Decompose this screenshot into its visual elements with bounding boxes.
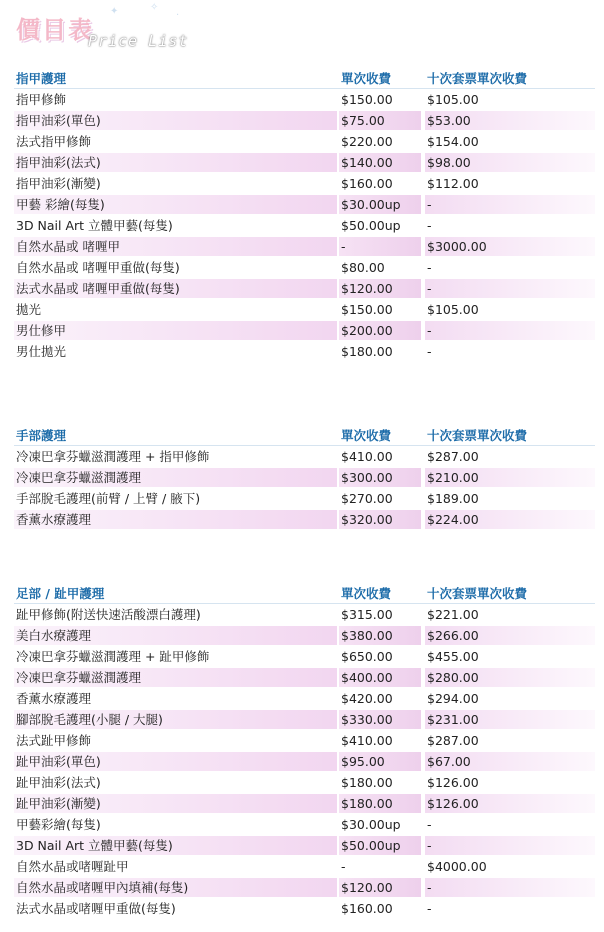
package-price: $231.00 [427,712,479,727]
single-price-header: 單次收費 [341,71,392,86]
single-price: $160.00 [341,901,393,916]
single-price: $400.00 [341,670,393,685]
price-row [0,667,604,688]
price-row [0,446,604,467]
price-row [0,257,604,278]
price-row [0,688,604,709]
service-name: 3D Nail Art 立體甲藝(每隻) [16,218,173,233]
page-header [0,0,604,60]
package-price: $210.00 [427,470,479,485]
sparkle-icon: · [176,10,180,21]
package-price: $105.00 [427,302,479,317]
section-title: 足部 / 趾甲護理 [16,586,105,601]
service-name: 香薰水療護理 [16,691,92,706]
service-name: 法式水晶或啫喱甲重做(每隻) [16,901,176,916]
package-price: - [427,880,432,895]
service-name: 指甲油彩(單色) [16,113,101,128]
single-price: $50.00up [341,218,401,233]
package-price: $294.00 [427,691,479,706]
single-price: $270.00 [341,491,393,506]
single-price: - [341,859,346,874]
package-price: - [427,323,432,338]
package-price: - [427,817,432,832]
logo-title-chinese: 價目表 [16,15,94,44]
package-price-header: 十次套票單次收費 [427,71,528,86]
section-header-row [0,583,604,604]
package-price: $189.00 [427,491,479,506]
service-name: 冷凍巴拿芬蠟滋潤護理 [16,670,142,685]
package-price: - [427,344,432,359]
service-name: 甲藝彩繪(每隻) [16,817,101,832]
single-price: $120.00 [341,880,393,895]
package-price-header: 十次套票單次收費 [427,586,528,601]
row-highlight [339,237,421,256]
section-foot-care [0,583,604,919]
price-row [0,341,604,362]
single-price: $300.00 [341,470,393,485]
price-row [0,793,604,814]
package-price: $154.00 [427,134,479,149]
package-price: $126.00 [427,775,479,790]
single-price: $30.00up [341,817,401,832]
package-price: - [427,260,432,275]
single-price: - [341,239,346,254]
single-price: $80.00 [341,260,385,275]
single-price: $330.00 [341,712,393,727]
price-row [0,194,604,215]
service-name: 男仕修甲 [16,323,67,338]
service-name: 冷凍巴拿芬蠟滋潤護理 + 趾甲修飾 [16,649,210,664]
single-price: $315.00 [341,607,393,622]
package-price: $455.00 [427,649,479,664]
section-nail-care [0,68,604,362]
single-price: $650.00 [341,649,393,664]
package-price: $3000.00 [427,239,487,254]
sparkle-icon: ✦ [110,6,119,17]
service-name: 法式指甲修飾 [16,134,92,149]
price-row [0,278,604,299]
section-header-row [0,425,604,446]
service-name: 冷凍巴拿芬蠟滋潤護理 + 指甲修飾 [16,449,210,464]
single-price: $50.00up [341,838,401,853]
package-price: $67.00 [427,754,471,769]
single-price: $320.00 [341,512,393,527]
package-price: $98.00 [427,155,471,170]
service-name: 自然水晶或 啫喱甲重做(每隻) [16,260,180,275]
single-price: $95.00 [341,754,385,769]
price-row [0,299,604,320]
price-row [0,877,604,898]
single-price: $160.00 [341,176,393,191]
service-name: 法式水晶或 啫喱甲重做(每隻) [16,281,180,296]
price-row [0,152,604,173]
service-name: 甲藝 彩繪(每隻) [16,197,105,212]
package-price: $4000.00 [427,859,487,874]
package-price: $287.00 [427,449,479,464]
package-price: $224.00 [427,512,479,527]
service-name: 拋光 [16,302,42,317]
single-price: $410.00 [341,733,393,748]
price-row [0,215,604,236]
price-row [0,772,604,793]
price-row [0,467,604,488]
single-price: $200.00 [341,323,393,338]
package-price: - [427,838,432,853]
price-row [0,236,604,257]
price-row [0,898,604,919]
single-price: $180.00 [341,775,393,790]
row-highlight [425,321,595,340]
price-row [0,604,604,625]
service-name: 趾甲修飾(附送快速活酸漂白護理) [16,607,201,622]
price-row [0,488,604,509]
price-row [0,110,604,131]
row-highlight [425,836,595,855]
sparkle-icon: ✧ [150,2,159,13]
service-name: 指甲修飾 [16,92,67,107]
single-price: $75.00 [341,113,385,128]
price-row [0,835,604,856]
service-name: 男仕拋光 [16,344,67,359]
single-price: $410.00 [341,449,393,464]
service-name: 趾甲油彩(單色) [16,754,101,769]
package-price: - [427,197,432,212]
price-row [0,709,604,730]
package-price: - [427,901,432,916]
single-price-header: 單次收費 [341,586,392,601]
package-price: $112.00 [427,176,479,191]
package-price: $126.00 [427,796,479,811]
price-row [0,89,604,110]
price-row [0,625,604,646]
logo-title-english: Price List [88,32,189,50]
package-price: $280.00 [427,670,479,685]
service-name: 自然水晶或啫喱甲內填補(每隻) [16,880,189,895]
price-row [0,814,604,835]
service-name: 手部脫毛護理(前臂 / 上臂 / 腋下) [16,491,201,506]
service-name: 指甲油彩(漸變) [16,176,101,191]
single-price: $380.00 [341,628,393,643]
price-row [0,173,604,194]
section-title: 指甲護理 [16,71,67,86]
service-name: 法式趾甲修飾 [16,733,92,748]
single-price: $220.00 [341,134,393,149]
single-price-header: 單次收費 [341,428,392,443]
service-name: 指甲油彩(法式) [16,155,101,170]
section-title: 手部護理 [16,428,67,443]
service-name: 腳部脫毛護理(小腿 / 大腿) [16,712,163,727]
price-row [0,509,604,530]
service-name: 趾甲油彩(法式) [16,775,101,790]
price-row [0,131,604,152]
service-name: 冷凍巴拿芬蠟滋潤護理 [16,470,142,485]
price-row [0,751,604,772]
single-price: $150.00 [341,302,393,317]
service-name: 自然水晶或 啫喱甲 [16,239,120,254]
section-hand-care [0,425,604,530]
row-highlight [425,195,595,214]
single-price: $140.00 [341,155,393,170]
service-name: 美白水療護理 [16,628,92,643]
service-name: 3D Nail Art 立體甲藝(每隻) [16,838,173,853]
price-row [0,320,604,341]
package-price: - [427,218,432,233]
package-price: $221.00 [427,607,479,622]
package-price-header: 十次套票單次收費 [427,428,528,443]
package-price: $287.00 [427,733,479,748]
package-price: $105.00 [427,92,479,107]
service-name: 趾甲油彩(漸變) [16,796,101,811]
service-name: 自然水晶或啫喱趾甲 [16,859,129,874]
price-row [0,646,604,667]
single-price: $150.00 [341,92,393,107]
single-price: $420.00 [341,691,393,706]
price-row [0,730,604,751]
row-highlight [425,279,595,298]
package-price: $266.00 [427,628,479,643]
single-price: $180.00 [341,796,393,811]
row-highlight [425,878,595,897]
single-price: $180.00 [341,344,393,359]
package-price: - [427,281,432,296]
service-name: 香薰水療護理 [16,512,92,527]
price-row [0,856,604,877]
single-price: $120.00 [341,281,393,296]
package-price: $53.00 [427,113,471,128]
section-header-row [0,68,604,89]
single-price: $30.00up [341,197,401,212]
